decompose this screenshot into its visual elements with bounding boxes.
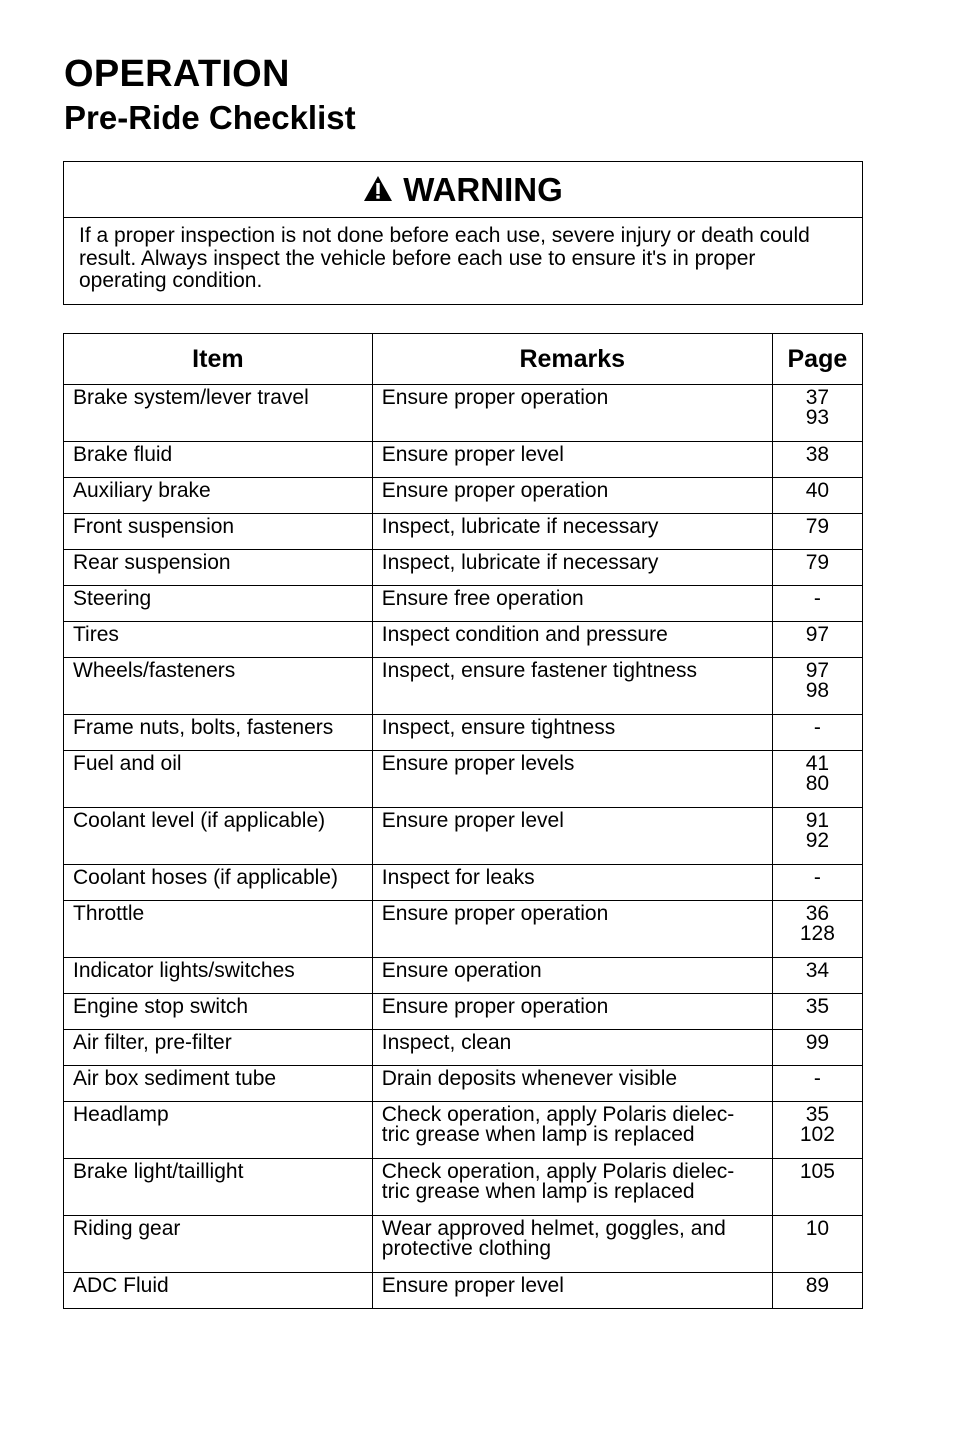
column-header-remarks: Remarks	[372, 334, 772, 385]
page-number: -	[813, 587, 821, 610]
page-cell	[772, 442, 862, 478]
page-cell	[772, 901, 862, 958]
page-cell	[772, 1102, 862, 1159]
table-row	[64, 958, 863, 994]
item-cell: ADC Fluid	[64, 1273, 373, 1309]
item-cell: Brake fluid	[64, 442, 373, 478]
page-number: 93	[805, 406, 830, 429]
page-number: 89	[805, 1274, 830, 1297]
remarks-line: Drain deposits whenever visible	[381, 1067, 678, 1090]
remarks-line: Inspect condition and pressure	[381, 623, 668, 646]
page-cell	[772, 550, 862, 586]
remarks-line: Ensure proper operation	[381, 995, 609, 1018]
table-row	[64, 478, 863, 514]
page-cell	[772, 514, 862, 550]
warning-triangle-icon	[363, 175, 393, 202]
item-cell: Fuel and oil	[64, 751, 373, 808]
remarks-line: Ensure proper operation	[381, 902, 609, 925]
table-row	[64, 550, 863, 586]
page-number: 35	[805, 995, 830, 1018]
page-number: 80	[805, 772, 830, 795]
table-body	[64, 385, 863, 1309]
table-row	[64, 715, 863, 751]
page-number: 91	[805, 809, 830, 832]
page-number: 102	[799, 1123, 835, 1146]
remarks-cell	[372, 550, 772, 586]
page-number: 97	[805, 623, 830, 646]
page-cell	[772, 751, 862, 808]
item-cell: Brake light/taillight	[64, 1159, 373, 1216]
page-cell	[772, 958, 862, 994]
page-number: 99	[805, 1031, 830, 1054]
warning-box	[63, 161, 863, 305]
item-cell: Riding gear	[64, 1216, 373, 1273]
page-cell	[772, 658, 862, 715]
remarks-line: Ensure proper level	[381, 1274, 564, 1297]
remarks-cell	[372, 1030, 772, 1066]
remarks-line: Inspect, clean	[381, 1031, 512, 1054]
page-cell	[772, 865, 862, 901]
page-number: 92	[805, 829, 830, 852]
page-title: Pre-Ride Checklist	[64, 99, 356, 136]
remarks-cell	[372, 622, 772, 658]
remarks-cell	[372, 865, 772, 901]
page-number: 40	[805, 479, 830, 502]
remarks-line: tric grease when lamp is replaced	[381, 1123, 695, 1146]
table-row	[64, 808, 863, 865]
page-cell	[772, 385, 862, 442]
item-cell: Frame nuts, bolts, fasteners	[64, 715, 373, 751]
page-number: 97	[805, 659, 830, 682]
remarks-cell	[372, 586, 772, 622]
page-number: -	[813, 716, 821, 739]
table-row	[64, 865, 863, 901]
remarks-line: Inspect for leaks	[381, 866, 535, 889]
remarks-line: Ensure proper levels	[381, 752, 575, 775]
page-cell	[772, 808, 862, 865]
page-number: 37	[805, 386, 830, 409]
remarks-cell	[372, 442, 772, 478]
page-cell	[772, 1066, 862, 1102]
remarks-cell	[372, 808, 772, 865]
remarks-cell	[372, 1159, 772, 1216]
remarks-line: Wear approved helmet, goggles, and	[381, 1217, 726, 1240]
remarks-line: Ensure proper level	[381, 809, 564, 832]
item-cell: Coolant level (if applicable)	[64, 808, 373, 865]
remarks-line: Check operation, apply Polaris dielec-	[381, 1160, 735, 1183]
table-row	[64, 994, 863, 1030]
remarks-line: tric grease when lamp is replaced	[381, 1180, 695, 1203]
page-cell	[772, 994, 862, 1030]
item-cell: Headlamp	[64, 1102, 373, 1159]
remarks-cell	[372, 1102, 772, 1159]
remarks-cell	[372, 751, 772, 808]
remarks-cell	[372, 1216, 772, 1273]
table-row	[64, 1066, 863, 1102]
table-row	[64, 1273, 863, 1309]
column-header-page: Page	[772, 334, 862, 385]
page-number: 10	[805, 1217, 830, 1240]
table-header-row	[64, 334, 863, 385]
item-cell: Brake system/lever travel	[64, 385, 373, 442]
table-row	[64, 901, 863, 958]
item-cell: Indicator lights/switches	[64, 958, 373, 994]
item-cell: Rear suspension	[64, 550, 373, 586]
table-row	[64, 751, 863, 808]
page-number: 34	[805, 959, 830, 982]
remarks-line: Inspect, ensure tightness	[381, 716, 616, 739]
remarks-line: protective clothing	[381, 1237, 552, 1260]
item-cell: Engine stop switch	[64, 994, 373, 1030]
page-number: 79	[805, 551, 830, 574]
page-cell	[772, 1216, 862, 1273]
remarks-line: Ensure operation	[381, 959, 542, 982]
table-row	[64, 1102, 863, 1159]
warning-text: If a proper inspection is not done before each use, severe injury or death could result. Always inspect the vehicle before each use to ensure it's in proper operating condition.	[79, 224, 810, 292]
remarks-line: Ensure proper operation	[381, 386, 609, 409]
page-number: 79	[805, 515, 830, 538]
remarks-line: Ensure proper operation	[381, 479, 609, 502]
page-number: -	[813, 866, 821, 889]
remarks-line: Inspect, ensure fastener tightness	[381, 659, 697, 682]
item-cell: Coolant hoses (if applicable)	[64, 865, 373, 901]
page-number: 38	[805, 443, 830, 466]
table-row	[64, 1030, 863, 1066]
remarks-cell	[372, 1273, 772, 1309]
remarks-line: Inspect, lubricate if necessary	[381, 551, 659, 574]
remarks-cell	[372, 901, 772, 958]
page-number: 41	[805, 752, 830, 775]
item-cell: Wheels/fasteners	[64, 658, 373, 715]
table-row	[64, 1216, 863, 1273]
column-header-item: Item	[64, 334, 373, 385]
item-cell: Steering	[64, 586, 373, 622]
page-number: 105	[799, 1160, 835, 1183]
page-number: 36	[805, 902, 830, 925]
page-cell	[772, 1030, 862, 1066]
remarks-line: Inspect, lubricate if necessary	[381, 515, 659, 538]
table-row	[64, 658, 863, 715]
table-row	[64, 586, 863, 622]
remarks-line: Ensure free operation	[381, 587, 584, 610]
table-row	[64, 1159, 863, 1216]
remarks-cell	[372, 994, 772, 1030]
item-cell: Front suspension	[64, 514, 373, 550]
page-number: -	[813, 1067, 821, 1090]
page-cell	[772, 586, 862, 622]
remarks-line: Check operation, apply Polaris dielec-	[381, 1103, 735, 1126]
remarks-cell	[372, 478, 772, 514]
page-cell	[772, 1273, 862, 1309]
table-row	[64, 622, 863, 658]
item-cell: Tires	[64, 622, 373, 658]
remarks-cell	[372, 1066, 772, 1102]
warning-label: WARNING	[403, 170, 563, 208]
page-cell	[772, 478, 862, 514]
warning-header	[64, 162, 862, 218]
page-cell	[772, 622, 862, 658]
remarks-cell	[372, 958, 772, 994]
item-cell: Throttle	[64, 901, 373, 958]
pre-ride-checklist-table	[63, 333, 863, 1309]
remarks-cell	[372, 658, 772, 715]
page-number: 128	[799, 922, 835, 945]
remarks-cell	[372, 514, 772, 550]
table-row	[64, 442, 863, 478]
item-cell: Air box sediment tube	[64, 1066, 373, 1102]
item-cell: Air filter, pre-filter	[64, 1030, 373, 1066]
remarks-cell	[372, 715, 772, 751]
item-cell: Auxiliary brake	[64, 478, 373, 514]
page-number: 35	[805, 1103, 830, 1126]
remarks-cell	[372, 385, 772, 442]
table-row	[64, 514, 863, 550]
page-cell	[772, 715, 862, 751]
remarks-line: Ensure proper level	[381, 443, 564, 466]
section-title: OPERATION	[64, 53, 290, 95]
table-row	[64, 385, 863, 442]
page-cell	[772, 1159, 862, 1216]
page-number: 98	[805, 679, 830, 702]
